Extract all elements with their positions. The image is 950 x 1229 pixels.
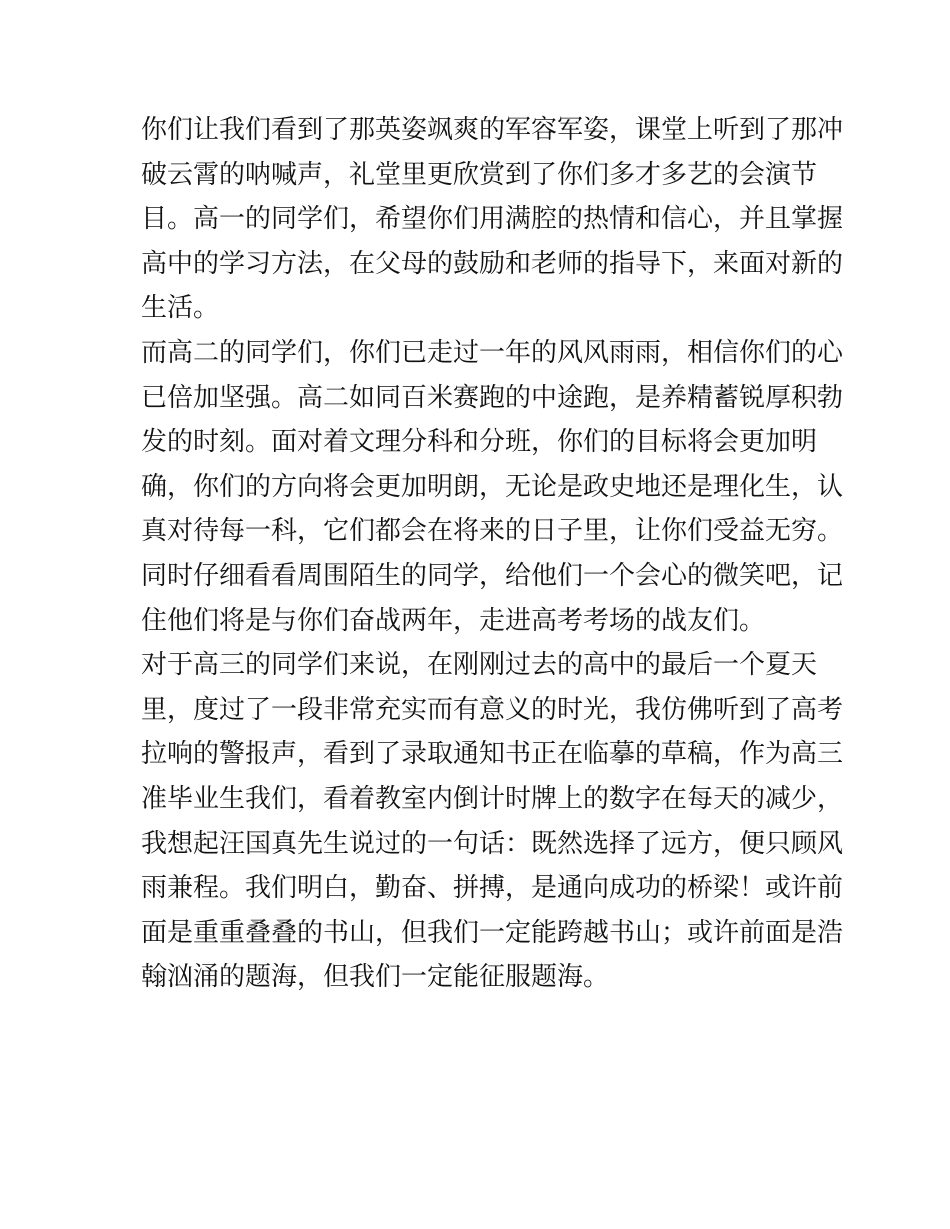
text-line: 里，度过了一段非常充实而有意义的时光，我仿佛听到了高考 <box>141 694 844 725</box>
text-line: 拉响的警报声，看到了录取通知书正在临摹的草稿，作为高三 <box>141 739 844 770</box>
text-line: 发的时刻。面对着文理分科和分班，你们的目标将会更加明 <box>141 427 818 458</box>
text-line: 对于高三的同学们来说，在刚刚过去的高中的最后一个夏天 <box>141 650 818 681</box>
text-line: 生活。 <box>141 293 220 324</box>
text-line: 同时仔细看看周围陌生的同学，给他们一个会心的微笑吧，记 <box>141 560 844 591</box>
text-line: 住他们将是与你们奋战两年，走进高考考场的战友们。 <box>141 605 766 636</box>
text-line: 我想起汪国真先生说过的一句话：既然选择了远方，便只顾风 <box>141 828 844 859</box>
text-line: 目。高一的同学们，希望你们用满腔的热情和信心，并且掌握 <box>141 204 844 235</box>
text-line: 雨兼程。我们明白，勤奋、拼搏，是通向成功的桥梁！或许前 <box>141 873 844 904</box>
body-text <box>141 108 844 1000</box>
text-line: 确，你们的方向将会更加明朗，无论是政史地还是理化生，认 <box>141 471 844 502</box>
text-line: 已倍加坚强。高二如同百米赛跑的中途跑，是养精蓄锐厚积勃 <box>141 382 844 413</box>
text-line: 准毕业生我们，看着教室内倒计时牌上的数字在每天的减少， <box>141 783 844 814</box>
text-line: 破云霄的呐喊声，礼堂里更欣赏到了你们多才多艺的会演节 <box>141 159 818 190</box>
text-line: 面是重重叠叠的书山，但我们一定能跨越书山；或许前面是浩 <box>141 917 844 948</box>
text-line: 你们让我们看到了那英姿飒爽的军容军姿，课堂上听到了那冲 <box>141 115 844 145</box>
text-line: 翰汹涌的题海，但我们一定能征服题海。 <box>141 962 610 993</box>
text-line: 真对待每一科，它们都会在将来的日子里，让你们受益无穷。 <box>141 516 844 547</box>
text-line: 而高二的同学们，你们已走过一年的风风雨雨，相信你们的心 <box>141 337 844 368</box>
text-line: 高中的学习方法，在父母的鼓励和老师的指导下，来面对新的 <box>141 248 844 279</box>
